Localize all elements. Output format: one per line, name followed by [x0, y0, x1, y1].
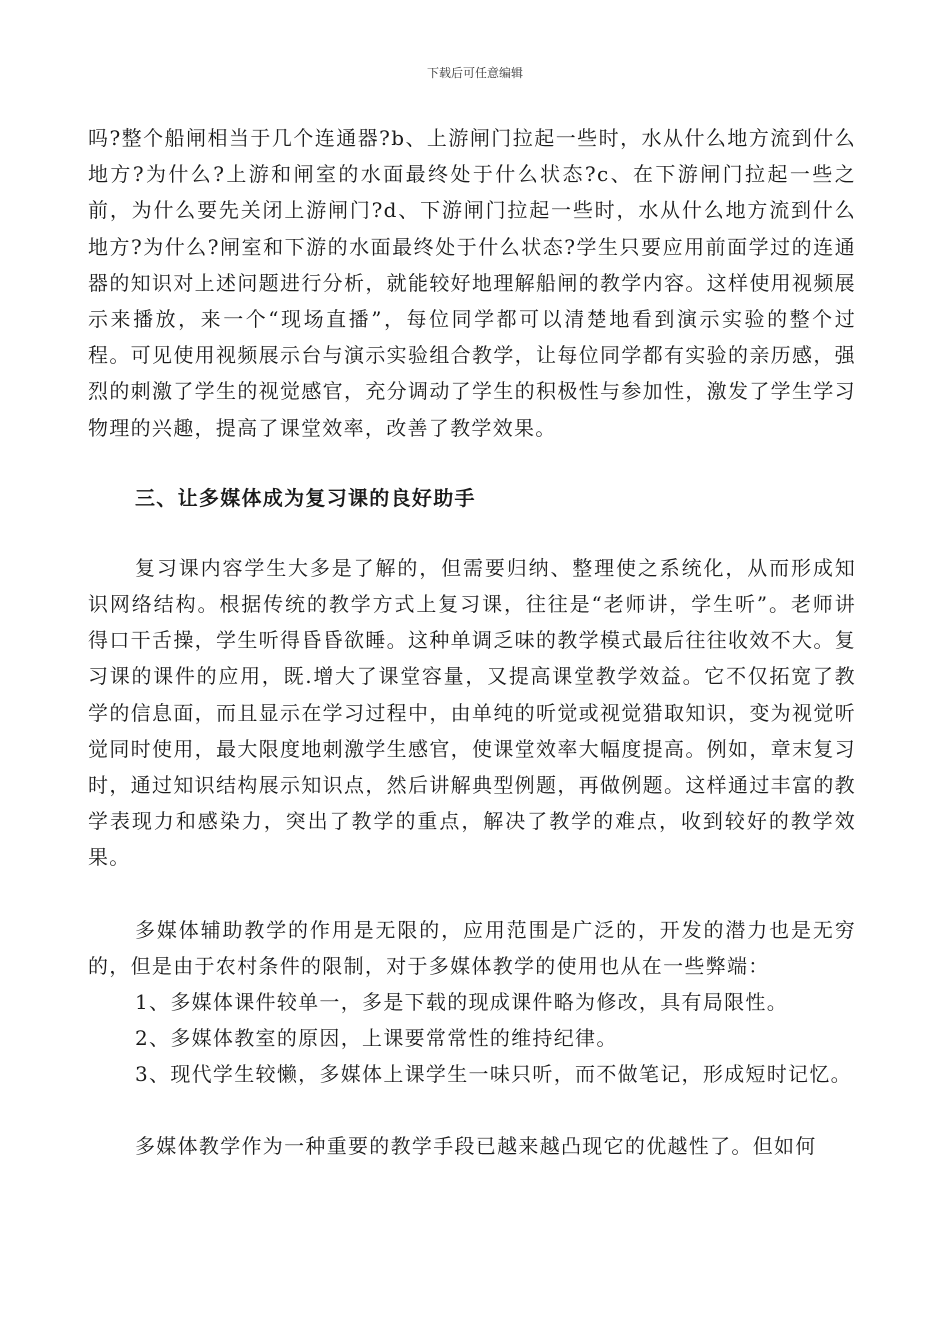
list-item-3: 3、现代学生较懒，多媒体上课学生一味只听，而不做笔记，形成短时记忆。 — [135, 1062, 852, 1087]
page-header: 下载后可任意编辑 — [426, 66, 523, 80]
paragraph-review-class: 复习课内容学生大多是了解的，但需要归纳、整理使之系统化，从而形成知识网络结构。根据传统的教学方式上复习课，往往是“老师讲，学生听”。老师讲得口干舌操，学生听得昏昏欲睡。这种单调乏味的教学模式最后往往收效不大。复习课的课件的应用，既.增大了课堂容量，又提高课堂教学效益。它不仅拓宽了教学的信息面，而且显示在学习过程中，由单纯的听觉或视觉猎取知识，变为视觉听觉同时使用，最大限度地刺激学生感官，使课堂效率大幅度提高。例如，章末复习时，通过知识结构展示知识点，然后讲解典型例题，再做例题。这样通过丰富的教学表现力和感染力，突出了教学的重点，解决了教学的难点，收到较好的教学效果。 — [88, 555, 856, 870]
list-item-2: 2、多媒体教室的原因，上课要常常性的维持纪律。 — [135, 1026, 618, 1051]
paragraph-multimedia-limits: 多媒体辅助教学的作用是无限的，应用范围是广泛的，开发的潜力也是无穷的，但是由于农村条件的限制，对于多媒体教学的使用也从在一些弊端： — [88, 917, 856, 978]
paragraph-ship-lock: 吗?整个船闸相当于几个连通器?b、上游闸门拉起一些时，水从什么地方流到什么地方?为什么?上游和闸室的水面最终处于什么状态?c、在下游闸门拉起一些之前，为什么要先关闭上游闸门?d、下游闸门拉起一些时，水从什么地方流到什么地方?为什么?闸室和下游的水面最终处于什么状态?学生只要应用前面学过的连通器的知识对上述问题进行分析，就能较好地理解船闸的教学内容。这样使用视频展示来播放，来一个“现场直播”，每位同学都可以清楚地看到演示实验的整个过程。可见使用视频展示台与演示实验组合教学，让每位同学都有实验的亲历感，强烈的刺激了学生的视觉感官，充分调动了学生的积极性与参加性，激发了学生学习物理的兴趣，提高了课堂效率，改善了教学效果。 — [88, 126, 856, 440]
paragraph-conclusion-start: 多媒体教学作为一种重要的教学手段已越来越凸现它的优越性了。但如何 — [135, 1134, 817, 1159]
section-heading-3: 三、让多媒体成为复习课的良好助手 — [135, 485, 476, 510]
list-item-1: 1、多媒体课件较单一，多是下载的现成课件略为修改，具有局限性。 — [135, 990, 789, 1015]
document-body — [88, 120, 856, 1164]
